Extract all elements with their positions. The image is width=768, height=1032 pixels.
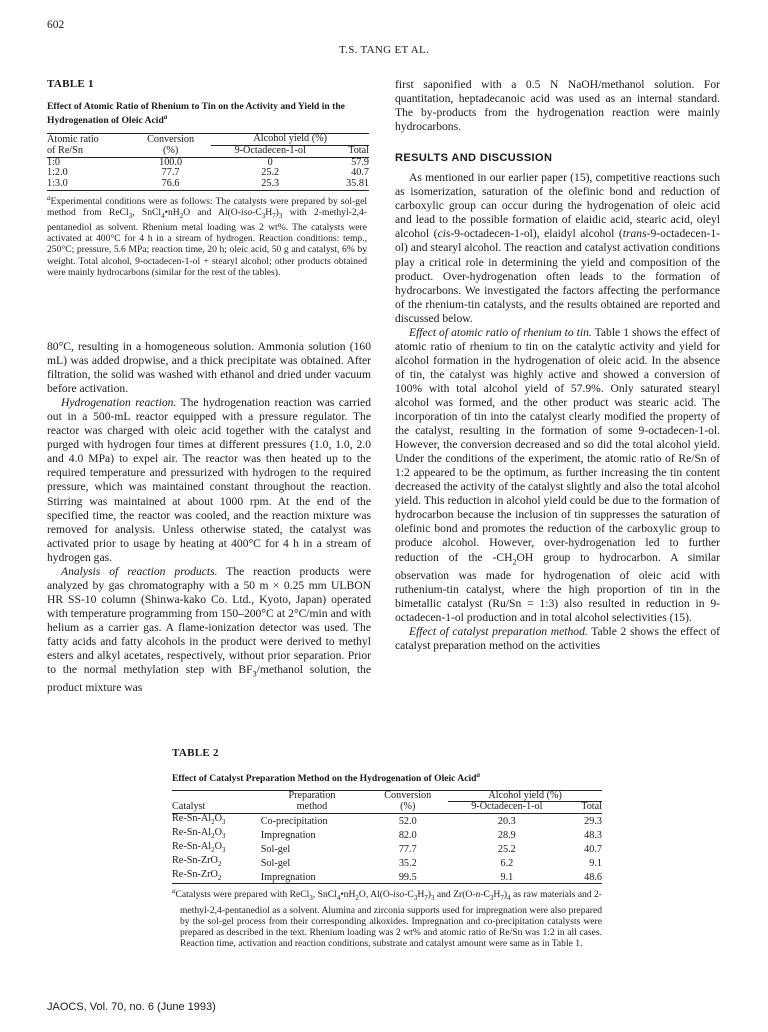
t2-cell-catalyst: Re-Sn-ZrO$_2$ bbox=[172, 870, 257, 884]
table-row bbox=[47, 179, 369, 190]
t2-cell-octadecenol: 20.3 bbox=[497, 816, 516, 828]
paragraph: Effect of catalyst preparation method. Table 2 shows the effect of catalyst preparation method on the activities bbox=[395, 625, 721, 653]
paragraph: As mentioned in our earlier paper (15), competitive reactions such as isomerization, saturation of the olefinic bond and reduction of carboxylic group can occur during the hydrogenation of oleic acid and lead to the possible formation of elaidic acid, stearic acid, oleyl alcohol (cis-9-octadecen-1-ol), elaidyl alcohol (trans-9-octadecen-1-ol) and stearyl alcohol. The reaction and catalyst activation conditions play a critical role in determining the yield and composition of the product. Over-hydrogenation often leads to the formation of hydrocarbons. We investigated the factors affecting the performance of the rhenium-tin catalysts, and the results obtained are reported and discussed below. bbox=[395, 171, 721, 325]
t1-cell-octadecenol: 25.3 bbox=[211, 179, 329, 190]
t2-cell-method: Co-precipitation bbox=[260, 816, 328, 828]
journal-footer: JAOCS, Vol. 70, no. 6 (June 1993) bbox=[47, 1001, 216, 1013]
section-heading: RESULTS AND DISCUSSION bbox=[395, 152, 553, 165]
paragraph: Effect of atomic ratio of rhenium to tin. Table 1 shows the effect of atomic ratio of rhenium to tin on the catalytic activity and yield for alcohol formation in the hydrogenation of oleic acid. In the absence of tin, the catalyst was highly active and showed a conversion of 100% with total alcohol yield of 57.9%. Only saturated stearyl alcohol was formed, and the other product was stearic acid. The incorporation of tin into the catalyst clearly modified the property of the catalyst, resulting in the formation of some 9-octadecen-1-ol. However, the conversion decreased and so did the total alcohol yield. Under the conditions of the experiment, the atomic ratio of Re/Sn of 1:2 appeared to be the optimum, as further increasing the tin content decreased the activity of the catalyst slightly and also the total alcohol yield. This reduction in alcohol yield could be due to the formation of hydrocarbon because the inclusion of tin suppresses the saturation of olefinic bond and promotes the reduction of the carboxylic group to produce alcohol. However, over-hydrogenation led to further reduction of the $-CH_2OH$ group to hydrocarbon. A similar observation was made for hydrogenation of oleic acid with ruthenium-tin catalyst, where the high proportion of tin in the bimetallic catalyst (Ru/Sn = 1:3) also resulted in reduction in 9-octadecen-1-ol production and in total alcohol selectivities (15). bbox=[395, 325, 721, 624]
t1-col-octa: 9-Octadecen-1-ol bbox=[211, 145, 329, 157]
t2-cell-conversion: 77.7 bbox=[398, 843, 417, 855]
t2-cell-conversion: 52.0 bbox=[398, 816, 417, 828]
t2-cell-total: 40.7 bbox=[584, 843, 602, 855]
t2-cell-conversion: 82.0 bbox=[398, 830, 417, 842]
table-row bbox=[172, 814, 602, 828]
t2-cell-catalyst: $Re-Sn-Al_2O_3$ bbox=[172, 827, 226, 841]
t1-cell-ratio: 1:3.0 bbox=[47, 179, 130, 190]
t1-cell-octadecenol: 0 bbox=[267, 156, 273, 168]
table-2-caption: Effect of Catalyst Preparation Method on the Hydrogenation of Oleic Acid$^a$ bbox=[172, 771, 480, 785]
table-2-footnote: $^a$Catalysts were prepared with ReCl$_3$, $SnCl_4•nH_2O$, $Al(O-iso-C_3H_7)_3$ and $Zr(O-n-C_3H_7)_4$ as raw materials and 2-methyl-2,4-pentanediol as a solvent. Alumina and zirconia supports used for impregnation were also prepared by the sol-gel process from their corresponding alkoxides. Impregnation and co-precipitation catalysts were prepared as described in the text. Rhenium loading was 2 wt% and atomic ratio of Re/Sn was 1:2 in all cases. Reaction time, activation and reaction conditions, substrate and catalyst amount were same as in Table 1. bbox=[172, 887, 602, 949]
t1-col-total: Total bbox=[329, 145, 369, 157]
table-1-grid bbox=[47, 133, 369, 191]
t2-cell-octadecenol: 9.1 bbox=[448, 870, 565, 884]
t2-col-conv-2: (%) bbox=[367, 802, 448, 814]
t1-col-group: Alcohol yield (%) bbox=[211, 134, 369, 146]
table-2-grid bbox=[172, 790, 602, 885]
page-number: 602 bbox=[47, 19, 65, 31]
t2-cell-total: 48.6 bbox=[565, 870, 602, 884]
right-column-text bbox=[395, 78, 720, 653]
t2-cell-conversion: 99.5 bbox=[367, 870, 448, 884]
t2-cell-catalyst: Re-Sn-ZrO$_2$ bbox=[172, 854, 222, 868]
paragraph: 80°C, resulting in a homogeneous solution. Ammonia solution (160 mL) was added dropwise, and a thick precipitate was obtained. After filtration, the solid was washed with ethanol and dried under vacuum before activation. bbox=[47, 340, 371, 396]
t2-col-octa: 9-Octadecen-1-ol bbox=[448, 802, 565, 814]
t1-cell-conversion: 100.0 bbox=[159, 156, 183, 168]
table-1-footnote: $^a$Experimental conditions were as follows: The catalysts were prepared by sol-gel method from ReCl$_3$, $SnCl_4•nH_2O$ and $Al(O-iso-C_3H_7)_3$ with 2-methyl-2,4-pentanediol as solvent. Rhenium metal loading was 2 wt%. The catalysts were activated at 400°C for 4 h in a stream of hydrogen. Reaction conditions: temp., 250°C; pressure, 5.6 MPa; reaction time, 20 h; oleic acid, 50 g and catalyst, 6% by weight. Total alcohol, 9-octadecen-1-ol + stearyl alcohol; other products obtained were mainly hydrocarbons (similar for the rest of the tables). bbox=[47, 193, 368, 278]
t2-cell-method: Impregnation bbox=[257, 870, 367, 884]
t2-cell-conversion: 35.2 bbox=[398, 857, 417, 869]
table-row bbox=[47, 168, 369, 179]
t1-cell-total: 57.9 bbox=[351, 156, 369, 168]
t2-cell-octadecenol: 25.2 bbox=[497, 843, 516, 855]
paragraph: first saponified with a 0.5 N NaOH/methanol solution. For quantitation, heptadecanoic acid was used as an internal standard. The by-products from the hydrogenation reaction were mainly hydrocarbons. bbox=[395, 78, 720, 134]
table-row bbox=[172, 870, 602, 884]
t2-col-prep-1: Preparation bbox=[257, 790, 367, 802]
t1-col-conv-1: Conversion bbox=[130, 134, 212, 146]
t1-cell-ratio: 1:2.0 bbox=[47, 167, 68, 179]
t1-cell-conversion: 76.6 bbox=[130, 179, 212, 190]
t2-cell-method: Sol-gel bbox=[260, 857, 291, 869]
t1-cell-total: 40.7 bbox=[351, 167, 369, 179]
t2-cell-catalyst: $Re-Sn-Al_2O_3$ bbox=[172, 813, 226, 827]
t1-col-conv-2: (%) bbox=[130, 145, 212, 157]
t2-col-conv-1: Conversion bbox=[367, 790, 448, 802]
t2-cell-octadecenol: 28.9 bbox=[497, 830, 516, 842]
table-1 bbox=[47, 78, 367, 278]
table-2 bbox=[172, 747, 602, 949]
t2-col-total: Total bbox=[565, 802, 602, 814]
t2-col-group: Alcohol yield (%) bbox=[448, 790, 602, 802]
left-column-text bbox=[47, 340, 371, 695]
t2-cell-method: Impregnation bbox=[260, 830, 316, 842]
t2-col-prep-2: method bbox=[257, 802, 367, 814]
t1-cell-ratio: 1:0 bbox=[47, 156, 61, 168]
paragraph: Analysis of reaction products. The reaction products were analyzed by gas chromatography with a 50 m × 0.25 mm ULBON HR SS-10 column (Shinwa-kako Co. Ltd., Kyoto, Japan) operated with temperature programming from 150–200°C at 2°C/min and with helium as a carrier gas. A flame-ionization detector was used. The fatty acids and fatty alcohols in the product were derived to methyl esters and alkyl acetates, respectively, without prior separation. Prior to the normal methylation step with $BF_3$/methanol solution, the product mixture was bbox=[47, 564, 371, 695]
t1-cell-octadecenol: 25.2 bbox=[261, 167, 280, 179]
table-row bbox=[172, 828, 602, 842]
table-1-caption: Effect of Atomic Ratio of Rhenium to Tin on the Activity and Yield in the Hydrogenation of Oleic Acid$^a$ bbox=[47, 101, 345, 127]
t2-cell-octadecenol: 6.2 bbox=[500, 857, 514, 869]
t2-cell-total: 29.3 bbox=[584, 816, 602, 828]
running-head: T.S. TANG ET AL. bbox=[338, 44, 430, 56]
t1-cell-total: 35.81 bbox=[329, 179, 369, 190]
t2-cell-total: 48.3 bbox=[584, 830, 602, 842]
table-row bbox=[47, 157, 369, 168]
t2-cell-catalyst: $Re-Sn-Al_2O_3$ bbox=[172, 840, 226, 854]
t2-col-catalyst: Catalyst bbox=[172, 802, 257, 814]
t2-cell-method: Sol-gel bbox=[260, 843, 291, 855]
t1-cell-conversion: 77.7 bbox=[161, 167, 180, 179]
t1-col-ratio-2: of Re/Sn bbox=[47, 145, 130, 157]
table-row bbox=[172, 856, 602, 870]
t1-col-ratio-1: Atomic ratio bbox=[47, 134, 130, 146]
table-1-label: TABLE 1 bbox=[47, 78, 94, 90]
table-row bbox=[172, 842, 602, 856]
paragraph: Hydrogenation reaction. The hydrogenation reaction was carried out in a 500-mL reactor equipped with a pressure regulator. The reactor was charged with oleic acid together with the catalyst and purged with hydrogen four times at different pressures (1.0, 1.0, 2.0 and 4.0 MPa) to expel air. The reactor was then heated up to the required temperature and pressurized with hydrogen to the required pressure, which was maintained constant throughout the reaction. Stirring was maintained at about 1000 rpm. At the end of the specified time, the reactor was cooled, and the reaction mixture was removed for analysis. Unless otherwise stated, the catalyst was activated prior to usage by heating at 400°C for 4 h in a stream of hydrogen gas. bbox=[47, 396, 371, 564]
t2-cell-total: 9.1 bbox=[589, 857, 602, 869]
table-2-label: TABLE 2 bbox=[172, 747, 219, 759]
